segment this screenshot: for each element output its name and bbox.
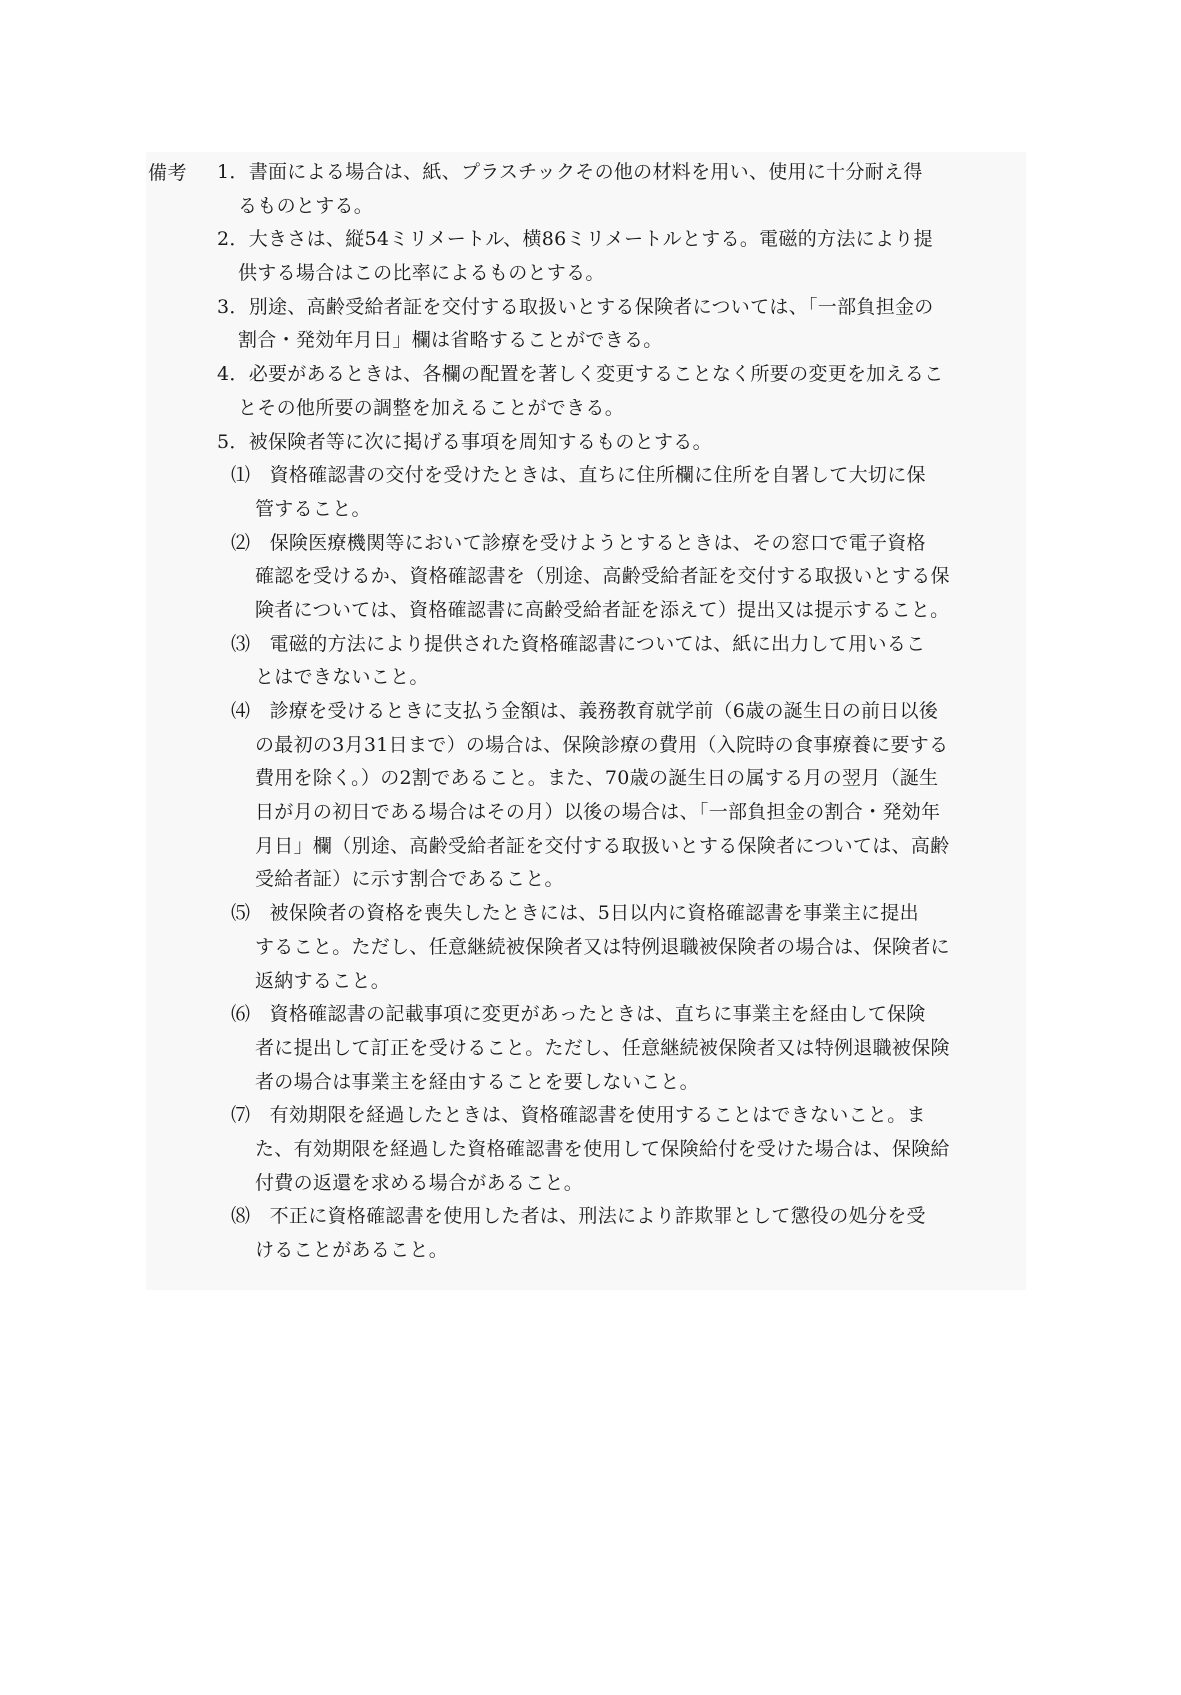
subnote-line: けることがあること。 [255, 1239, 449, 1261]
subnote-item [217, 897, 1025, 998]
subnote-line: すること。ただし、任意継続被保険者又は特例退職被保険者の場合は、保険者に [255, 935, 950, 958]
subnote-line: 月日」欄（別途、高齢受給者証を交付する取扱いとする保険者については、高齢 [255, 834, 950, 857]
note-line: 5．被保険者等に次に掲げる事項を周知するものとする。 [217, 430, 712, 453]
subnote-line: 者の場合は事業主を経由することを要しないこと。 [255, 1070, 699, 1093]
subnote-line: とはできないこと。 [255, 666, 429, 689]
subnote-item [217, 527, 1025, 628]
note-item [217, 223, 1025, 290]
subnote-line: ⑸ 被保険者の資格を喪失したときには、5日以内に資格確認書を事業主に提出 [231, 902, 919, 925]
note-line: 供する場合はこの比率によるものとする。 [238, 262, 605, 285]
remarks-label: 備考 [148, 162, 188, 184]
note-item [217, 358, 1025, 425]
note-line: 1．書面による場合は、紙、プラスチックその他の材料を用い、使用に十分耐え得 [217, 161, 923, 183]
subnote-line: 険者については、資格確認書に高齢受給者証を添えて）提出又は提示すること。 [255, 598, 950, 621]
subnote-line: の最初の3月31日まで）の場合は、保険診療の費用（入院時の食事療養に要する [255, 733, 949, 756]
subnote-item [217, 998, 1025, 1099]
subnote-item [217, 695, 1025, 897]
note-item [217, 291, 1025, 358]
subnote-line: 日が月の初日である場合はその月）以後の場合は、「一部負担金の割合・発効年 [255, 801, 941, 824]
subnote-item [217, 459, 1025, 526]
subnote-line: 管すること。 [255, 497, 371, 520]
subnote-item [217, 1200, 1025, 1267]
subnote-line: ⑻ 不正に資格確認書を使用した者は、刑法により詐欺罪として懲役の処分を受 [231, 1205, 926, 1228]
subnote-line: ⑴ 資格確認書の交付を受けたときは、直ちに住所欄に住所を自署して大切に保 [231, 464, 926, 487]
subnote-line: ⑶ 電磁的方法により提供された資格確認書については、紙に出力して用いるこ [231, 632, 926, 655]
subnote-item [217, 1099, 1025, 1200]
subnote-line: 費用を除く。）の2割であること。また、70歳の誕生日の属する月の翌月（誕生 [255, 767, 939, 790]
subnote-line: ⑹ 資格確認書の記載事項に変更があったときは、直ちに事業主を経由して保険 [231, 1003, 926, 1026]
subnote-line: ⑺ 有効期限を経過したときは、資格確認書を使用することはできないこと。ま [231, 1104, 926, 1127]
subnote-line: ⑷ 診療を受けるときに支払う金額は、義務教育就学前（6歳の誕生日の前日以後 [231, 700, 939, 722]
subnote-line: た、有効期限を経過した資格確認書を使用して保険給付を受けた場合は、保険給 [255, 1137, 950, 1160]
subnote-line: 付費の返還を求める場合があること。 [255, 1171, 584, 1194]
note-line: るものとする。 [238, 194, 374, 217]
note-item [217, 426, 1025, 460]
note-line: 4．必要があるときは、各欄の配置を著しく変更することなく所要の変更を加えるこ [217, 363, 944, 386]
subnote-line: ⑵ 保険医療機関等において診療を受けようとするときは、その窓口で電子資格 [231, 531, 926, 554]
subnote-line: 者に提出して訂正を受けること。ただし、任意継続被保険者又は特例退職被保険 [255, 1036, 950, 1059]
subnote-line: 確認を受けるか、資格確認書を（別途、高齢受給者証を交付する取扱いとする保 [255, 565, 950, 588]
note-line: 3．別途、高齢受給者証を交付する取扱いとする保険者については、「一部負担金の [217, 295, 934, 318]
note-line: とその他所要の調整を加えることができる。 [238, 396, 625, 419]
note-item [217, 156, 1025, 223]
subnote-item [217, 628, 1025, 695]
remarks-list [217, 156, 1025, 1268]
note-line: 割合・発効年月日」欄は省略することができる。 [238, 329, 663, 352]
subnote-line: 返納すること。 [255, 969, 391, 992]
subnote-line: 受給者証）に示す割合であること。 [255, 868, 564, 891]
note-line: 2．大きさは、縦54ミリメートル、横86ミリメートルとする。電磁的方法により提 [217, 228, 933, 251]
